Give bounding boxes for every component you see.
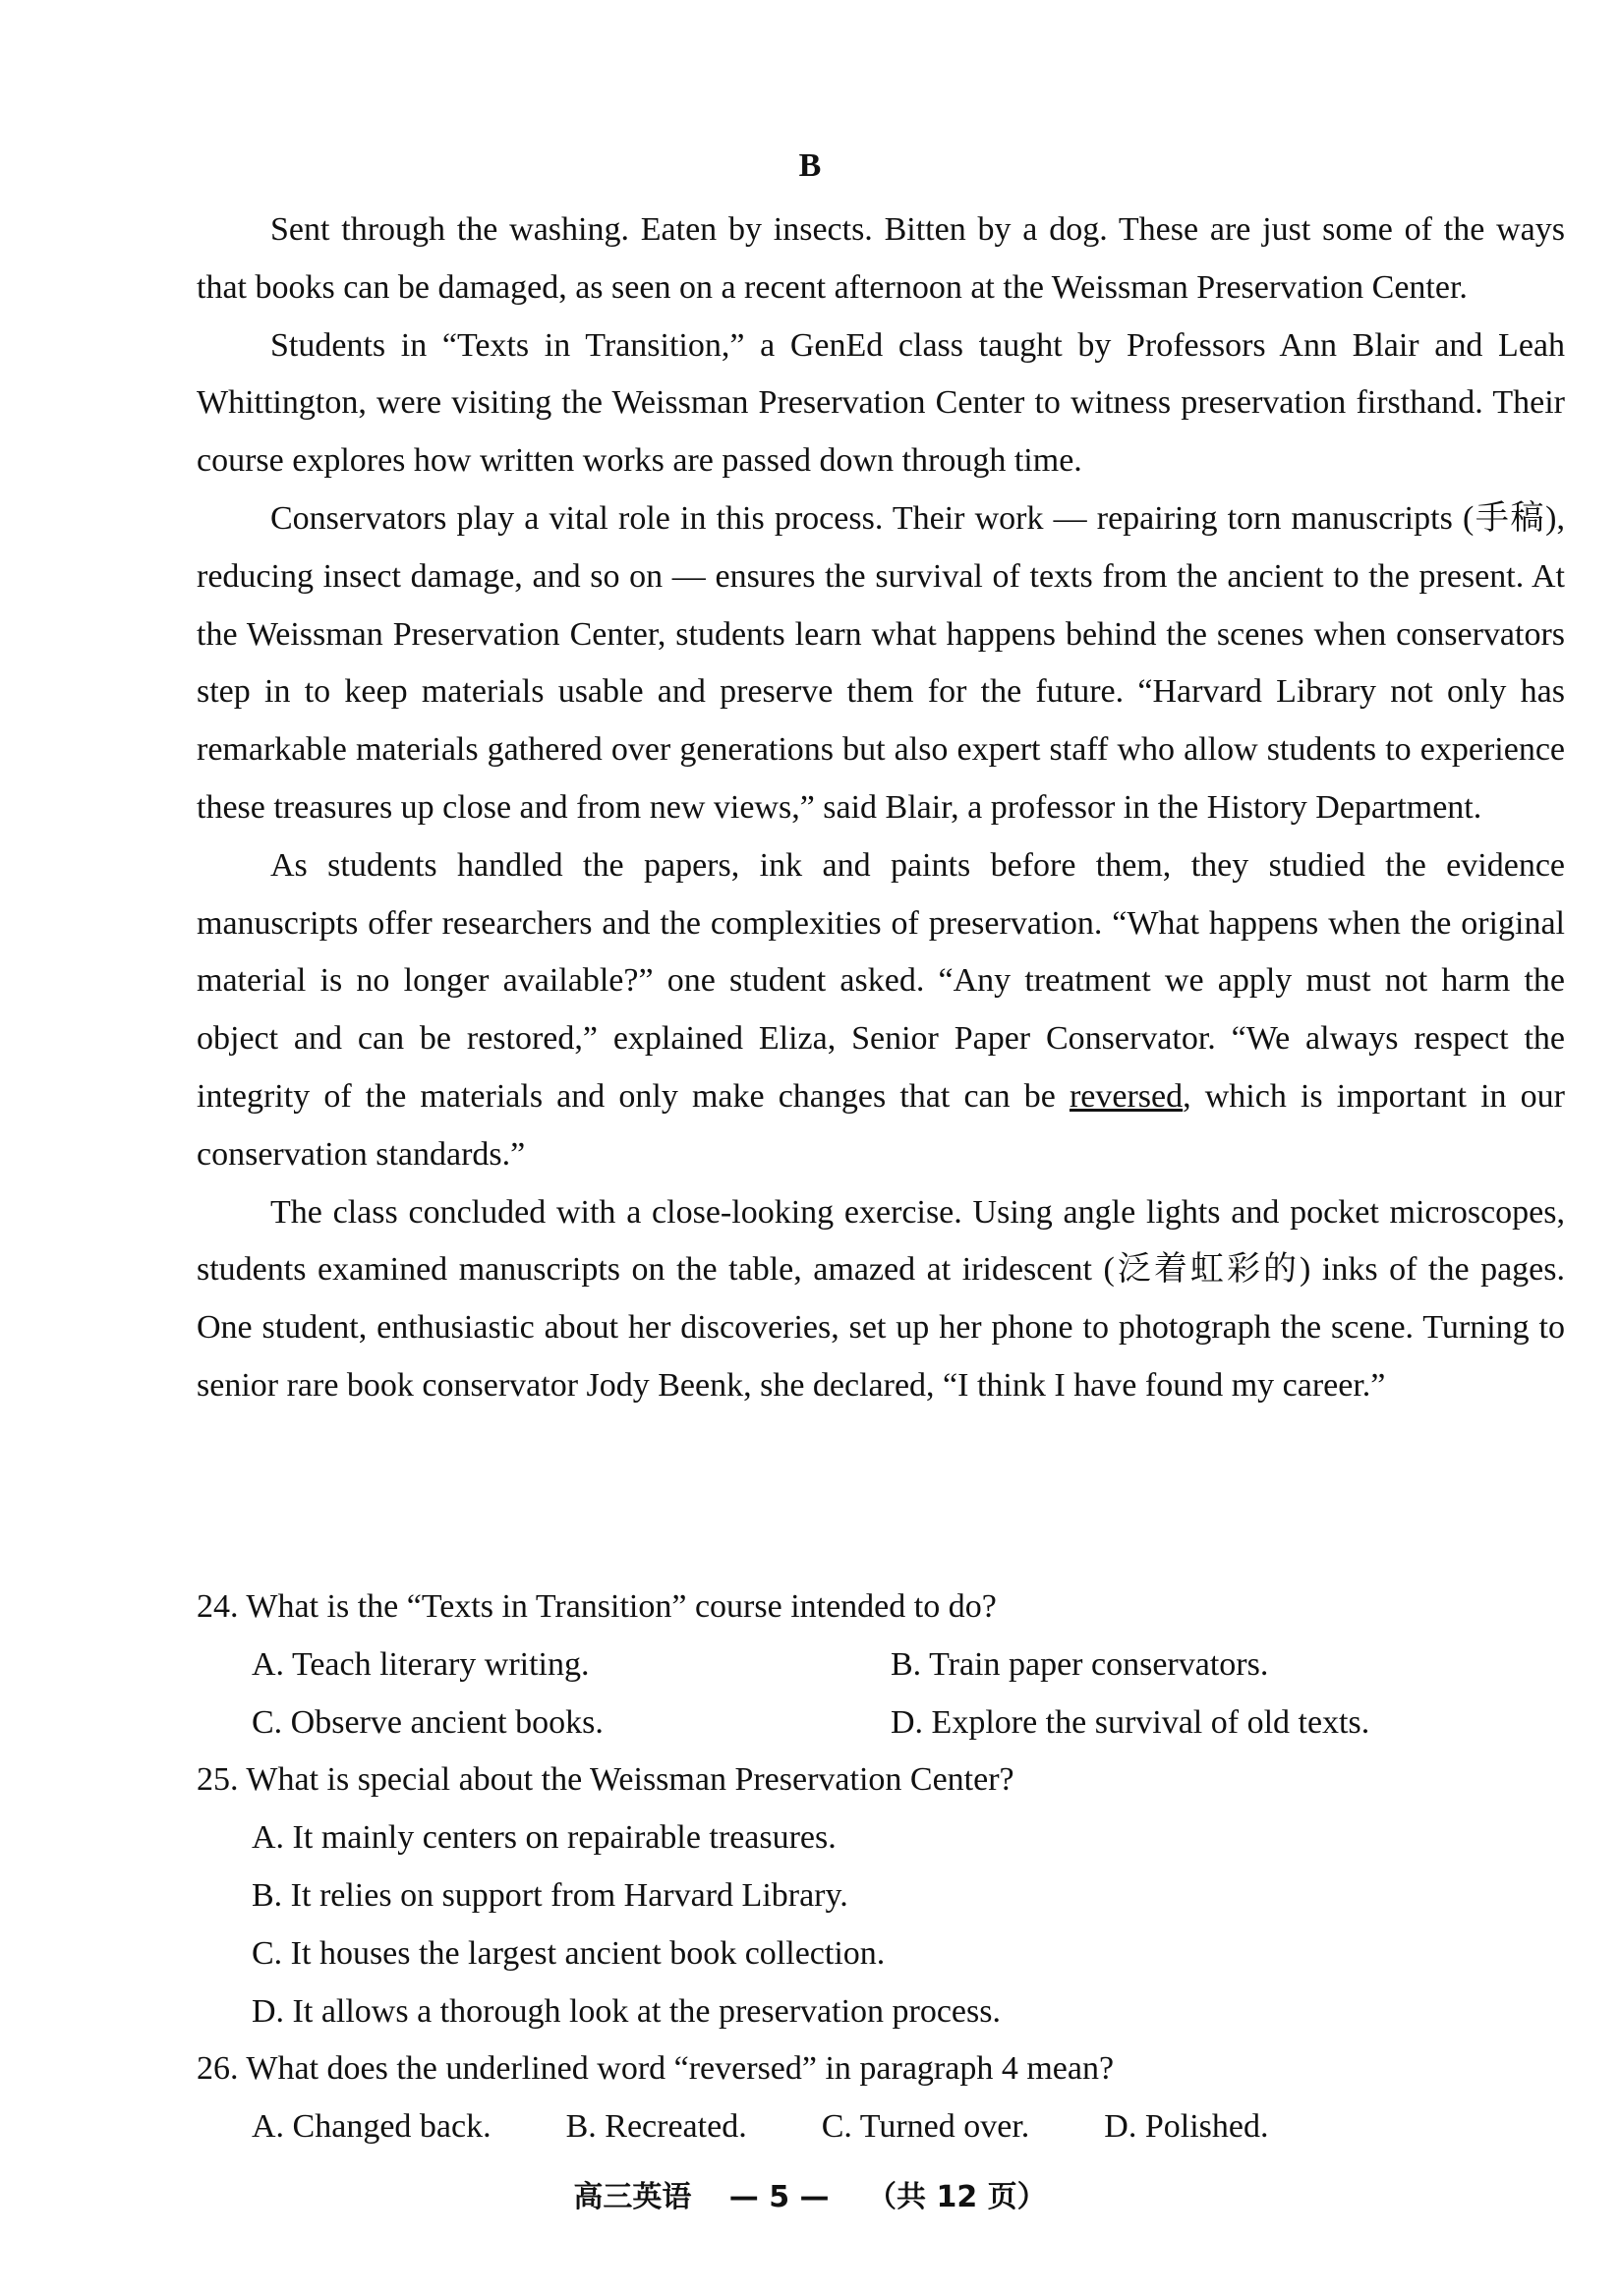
question-stem: 26. What does the underlined word “reversed” in paragraph 4 mean? [197,2050,1115,2088]
option-c[interactable]: C. Turned over. [821,2108,1030,2146]
paragraph-4-text-a: As students handled the papers, ink and paints before them, they studied the evidence manuscripts offer researchers and the complexities of preservation. “What happens when the original material is no longer available?” one student asked. “Any treatment we apply must not harm the object and can be restored,” explained Eliza, Senior Paper Conservator. “We always respect the integrity of the materials and only make changes that can be [197,846,1565,1115]
question-stem: 24. What is the “Texts in Transition” course intended to do? [197,1588,997,1625]
options [197,1636,1565,1752]
option-d[interactable]: D. It allows a thorough look at the preservation process. [252,1992,1001,2030]
footer-page-number: — 5 — [728,2180,830,2214]
option-b[interactable]: B. Recreated. [565,2108,747,2146]
footer-total-pages: （共 12 页） [867,2180,1047,2214]
questions [197,1578,1565,2156]
option-b[interactable]: B. Train paper conservators. [891,1645,1269,1683]
footer-subject: 高三英语 [573,2180,692,2214]
paragraph-2: Students in “Texts in Transition,” a GenEd class taught by Professors Ann Blair and Leah Whittington, were visiting the Weissman Preservation Center to witness preservation firsthand. Their course explores how written works are passed down through time. [197,326,1565,480]
paragraph-4 [197,837,1565,1184]
option-a[interactable]: A. Changed back. [252,2108,492,2146]
question-stem: 25. What is special about the Weissman Preservation Center? [197,1761,1014,1799]
question-26 [197,2040,1565,2156]
option-d[interactable]: D. Explore the survival of old texts. [891,1703,1370,1741]
option-c[interactable]: C. Observe ancient books. [252,1703,604,1741]
option-d[interactable]: D. Polished. [1104,2108,1269,2146]
paragraph-3: Conservators play a vital role in this process. Their work — repairing torn manuscripts (手稿), reducing insect damage, and so on — ensures the survival of texts from the ancient to the present. At the Weissman Preservation Center, students learn what happens behind the scenes when conservators step in to keep materials usable and preserve them for the future. “Harvard Library not only has remarkable materials gathered over generations but also expert staff who allow students to experience these treasures up close and from new views,” said Blair, a professor in the History Department. [197,499,1565,826]
page-footer [0,2172,1620,2215]
section-title: B [798,147,822,184]
option-a[interactable]: A. Teach literary writing. [252,1645,590,1683]
option-a[interactable]: A. It mainly centers on repairable treasures. [252,1819,837,1857]
paragraph-4-text-b: , which is important in our conservation standards.” [197,1077,1565,1173]
options [197,1809,1565,2040]
underlined-word: reversed [1069,1077,1184,1115]
options [197,2098,1565,2156]
option-c[interactable]: C. It houses the largest ancient book collection. [252,1934,886,1972]
reading-passage [197,201,1565,1415]
paragraph-1: Sent through the washing. Eaten by insects. Bitten by a dog. These are just some of the ways that books can be damaged, as seen on a recent afternoon at the Weissman Preservation Center. [197,211,1565,306]
option-b[interactable]: B. It relies on support from Harvard Library. [252,1876,848,1914]
question-25 [197,1751,1565,2040]
question-24 [197,1578,1565,1751]
paragraph-5: The class concluded with a close-looking exercise. Using angle lights and pocket microscopes, students examined manuscripts on the table, amazed at iridescent (泛着虹彩的) inks of the pages. One student, enthusiastic about her discoveries, set up her phone to photograph the scene. Turning to senior rare book conservator Jody Beenk, she declared, “I think I have found my career.” [197,1193,1565,1404]
